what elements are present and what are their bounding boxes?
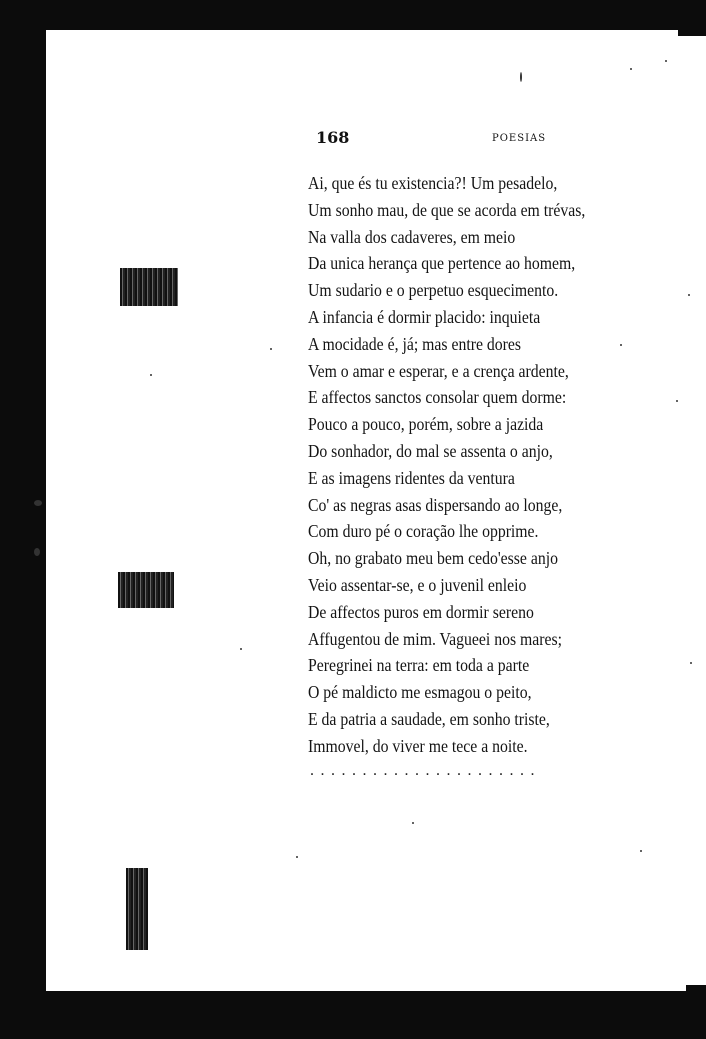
poem-line: Da unica herança que pertence ao homem, (308, 253, 576, 274)
scan-speck (150, 374, 152, 376)
poem-line: Pouco a pouco, porém, sobre a jazida (308, 414, 544, 435)
poem-line: Com duro pé o coração lhe opprime. (308, 521, 539, 542)
poem-line: Co' as negras asas dispersando ao longe, (308, 494, 563, 515)
scan-border-bottom (0, 991, 706, 1039)
poem-line: A mocidade é, já; mas entre dores (308, 333, 521, 354)
poem-line: Affugentou de mim. Vagueei nos mares; (308, 628, 562, 649)
scan-speck (520, 72, 522, 82)
scan-speck (270, 348, 272, 350)
poem-line: Peregrinei na terra: em toda a parte (308, 655, 530, 676)
scan-border-bottom-right (686, 985, 706, 1039)
scan-artifact (120, 268, 178, 306)
scan-speck (34, 548, 40, 556)
poem-line: Immovel, do viver me tece a noite. (308, 735, 528, 756)
ellipsis-line: ...................... (310, 762, 541, 779)
scan-border-left (0, 0, 46, 1039)
scan-speck (412, 822, 414, 824)
poem-line: E affectos sanctos consolar quem dorme: (308, 387, 567, 408)
poem-line: Oh, no grabato meu bem cedo'esse anjo (308, 548, 558, 569)
scan-speck (34, 500, 42, 506)
poem-line: Ai, que és tu existencia?! Um pesadelo, (308, 173, 558, 193)
poem-line: E da patria a saudade, em sonho triste, (308, 708, 550, 729)
scan-border-top (0, 0, 706, 30)
scan-speck (240, 648, 242, 650)
page-header (316, 128, 576, 150)
poem-line: E as imagens ridentes da ventura (308, 467, 515, 488)
scan-artifact (126, 868, 148, 950)
poem-line: Um sudario e o perpetuo esquecimento. (308, 280, 559, 301)
poem-line: De affectos puros em dormir sereno (308, 601, 534, 622)
poem-line: A infancia é dormir placido: inquieta (308, 306, 541, 327)
scan-artifact (118, 572, 174, 608)
poem-line: O pé maldicto me esmagou o peito, (308, 682, 532, 703)
running-head: POESIAS (492, 133, 547, 144)
scan-speck (296, 856, 298, 858)
page-number: 168 (316, 128, 350, 147)
scan-speck (640, 850, 642, 852)
scan-speck (630, 68, 632, 70)
poem-line: Na valla dos cadaveres, em meio (308, 226, 516, 247)
poem-line: Um sonho mau, de que se acorda em trévas, (308, 199, 586, 220)
poem-text (308, 170, 700, 760)
poem-line: Veio assentar-se, e o juvenil enleio (308, 574, 527, 595)
poem-line: Do sonhador, do mal se assenta o anjo, (308, 440, 553, 461)
scan-speck (665, 60, 667, 62)
poem-line: Vem o amar e esperar, e a crença ardente, (308, 360, 569, 381)
scan-border-top-right (678, 0, 706, 36)
